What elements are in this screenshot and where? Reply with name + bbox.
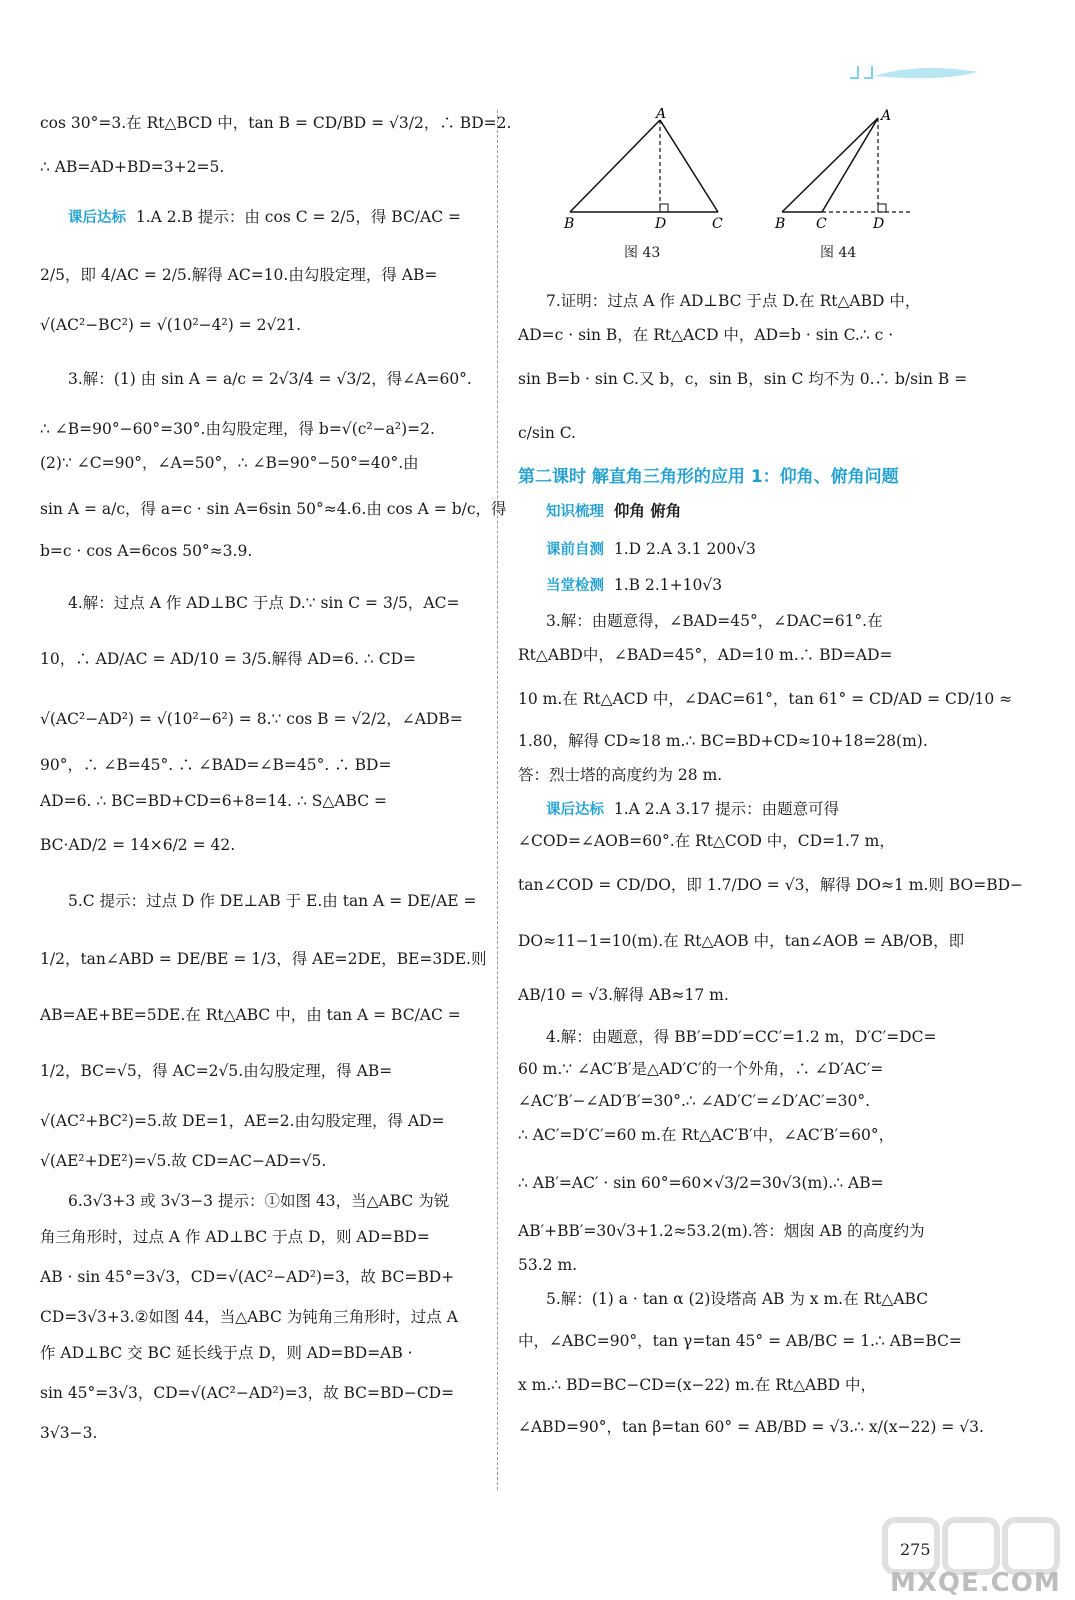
point-label-c: C — [712, 216, 723, 232]
text-line: √(AC²−AD²) = √(10²−6²) = 8.∵ cos B = √2/2，∠ADB= — [40, 710, 463, 728]
figure-44-caption: 图 44 — [820, 245, 857, 261]
text-line: BC·AD/2 = 14×6/2 = 42. — [40, 836, 236, 854]
text-line: 6.3√3+3 或 3√3−3 提示：①如图 43，当△ABC 为锐 — [68, 1192, 450, 1210]
figure-43 — [560, 108, 730, 233]
text-line: ∠AC′B′−∠AD′B′=30°.∴ ∠AD′C′=∠D′AC′=30°. — [518, 1092, 871, 1110]
point-label-b: B — [775, 216, 786, 232]
text-line: 作 AD⊥BC 交 BC 延长线于点 D，则 AD=BD=AB · — [40, 1344, 413, 1362]
text-line: 90°，∴ ∠B=45°. ∴ ∠BAD=∠B=45°. ∴ BD= — [40, 756, 392, 774]
text-line: ∠COD=∠AOB=60°.在 Rt△COD 中，CD=1.7 m， — [518, 832, 895, 850]
section-label-kehou: 课后达标 — [68, 210, 126, 226]
text-line: √(AC²+BC²)=5.故 DE=1，AE=2.由勾股定理，得 AD= — [40, 1112, 445, 1130]
text-line: sin B=b · sin C.又 b，c，sin B，sin C 均不为 0.∴ b/sin B = — [518, 370, 968, 388]
section-label-zhishi: 知识梳理 — [546, 504, 604, 520]
text-line: b=c · cos A=6cos 50°≈3.9. — [40, 542, 253, 560]
text-line: cos 30°=3.在 Rt△BCD 中，tan B = CD/BD = √3/2，∴ BD=2. — [40, 114, 512, 132]
point-label-b: B — [564, 216, 575, 232]
page-number: 275 — [900, 1540, 931, 1559]
text-line: Rt△ABD中，∠BAD=45°，AD=10 m.∴ BD=AD= — [518, 646, 893, 664]
text-line: 5.C 提示：过点 D 作 DE⊥AB 于 E.由 tan A = DE/AE = — [68, 892, 477, 910]
section-label-dangtang: 当堂检测 — [546, 578, 604, 594]
text-line: √(AE²+DE²)=√5.故 CD=AC−AD=√5. — [40, 1152, 327, 1170]
text-line: c/sin C. — [518, 424, 576, 442]
header-decoration — [850, 58, 980, 84]
text-line: AD=c · sin B，在 Rt△ACD 中，AD=b · sin C.∴ c · — [518, 326, 894, 344]
section-label-keqian: 课前自测 — [546, 542, 604, 558]
text-line: ∴ ∠B=90°−60°=30°.由勾股定理，得 b=√(c²−a²)=2. — [40, 420, 435, 438]
text-line: sin 45°=3√3，CD=√(AC²−AD²)=3，故 BC=BD−CD= — [40, 1384, 455, 1402]
text-line: 知识梳理 仰角 俯角 — [546, 501, 682, 520]
text-line: 5.解：(1) a · tan α (2)设塔高 AB 为 x m.在 Rt△ABC — [546, 1290, 929, 1308]
text-line: AB=AE+BE=5DE.在 Rt△ABC 中，由 tan A = BC/AC = — [40, 1006, 461, 1024]
text-line: 1/2，tan∠ABD = DE/BE = 1/3，得 AE=2DE，BE=3DE.则 — [40, 950, 487, 968]
section-label-kehou: 课后达标 — [546, 802, 604, 818]
text-line: 53.2 m. — [518, 1256, 578, 1274]
column-divider — [497, 110, 498, 1490]
text-line: x m.∴ BD=BC−CD=(x−22) m.在 Rt△ABD 中， — [518, 1376, 876, 1394]
point-label-a: A — [881, 108, 892, 124]
text-line: 7.证明：过点 A 作 AD⊥BC 于点 D.在 Rt△ABD 中， — [546, 292, 921, 310]
point-label-c: C — [816, 216, 827, 232]
text-line: tan∠COD = CD/DO，即 1.7/DO = √3，解得 DO≈1 m.则 BO=BD− — [518, 876, 1023, 894]
text-line: 3√3−3. — [40, 1424, 98, 1442]
text-line: CD=3√3+3.②如图 44，当△ABC 为钝角三角形时，过点 A — [40, 1308, 458, 1326]
text-line: 4.解：由题意，得 BB′=DD′=CC′=1.2 m，D′C′=DC= — [546, 1028, 937, 1046]
point-label-d: D — [873, 216, 885, 232]
text-line: sin A = a/c，得 a=c · sin A=6sin 50°≈4.6.由 cos A = b/c，得 — [40, 500, 507, 518]
text-line: 10 m.在 Rt△ACD 中，∠DAC=61°，tan 61° = CD/AD = CD/10 ≈ — [518, 690, 1013, 708]
text-line: DO≈11−1=10(m).在 Rt△AOB 中，tan∠AOB = AB/OB，即 — [518, 932, 965, 950]
text-line: √(AC²−BC²) = √(10²−4²) = 2√21. — [40, 316, 302, 334]
watermark-text: MXQE.COM — [890, 1568, 1061, 1598]
text-line: (2)∵ ∠C=90°，∠A=50°，∴ ∠B=90°−50°=40°.由 — [40, 454, 419, 472]
figure-43-caption: 图 43 — [624, 245, 661, 261]
text-line: 当堂检测 1.B 2.1+10√3 — [546, 576, 723, 594]
text-line: 角三角形时，过点 A 作 AD⊥BC 于点 D，则 AD=BD= — [40, 1228, 430, 1246]
text-line: 3.解：(1) 由 sin A = a/c = 2√3/4 = √3/2，得∠A=60°. — [68, 370, 472, 388]
text-line: 1.80，解得 CD≈18 m.∴ BC=BD+CD≈10+18=28(m). — [518, 732, 928, 750]
text-line: ∠ABD=90°，tan β=tan 60° = AB/BD = √3.∴ x/(x−22) = √3. — [518, 1418, 984, 1436]
section-heading: 第二课时 解直角三角形的应用 1：仰角、俯角问题 — [518, 467, 899, 487]
text-line: 课后达标 1.A 2.B 提示：由 cos C = 2/5，得 BC/AC = — [68, 208, 461, 226]
text-line: 10，∴ AD/AC = AD/10 = 3/5.解得 AD=6. ∴ CD= — [40, 650, 416, 668]
text-line: ∴ AB=AD+BD=3+2=5. — [40, 158, 225, 176]
point-label-d: D — [655, 216, 667, 232]
text-line: 课后达标 1.A 2.A 3.17 提示：由题意可得 — [546, 800, 840, 818]
text-line: AB′+BB′=30√3+1.2≈53.2(m).答：烟囱 AB 的高度约为 — [518, 1222, 925, 1240]
text-line: AB/10 = √3.解得 AB≈17 m. — [518, 986, 729, 1004]
point-label-a: A — [656, 108, 667, 122]
text-line: ∴ AB′=AC′ · sin 60°=60×√3/2=30√3(m).∴ AB= — [518, 1174, 884, 1192]
text-line: 课前自测 1.D 2.A 3.1 200√3 — [546, 540, 756, 558]
text-line: ∴ AC′=D′C′=60 m.在 Rt△AC′B′中，∠AC′B′=60°， — [518, 1126, 895, 1144]
text-line: 60 m.∵ ∠AC′B′是△AD′C′的一个外角，∴ ∠D′AC′= — [518, 1060, 884, 1078]
text-line: 1/2，BC=√5，得 AC=2√5.由勾股定理，得 AB= — [40, 1062, 393, 1080]
text-line: AD=6. ∴ BC=BD+CD=6+8=14. ∴ S△ABC = — [40, 792, 387, 810]
text-line: 4.解：过点 A 作 AD⊥BC 于点 D.∵ sin C = 3/5，AC= — [68, 594, 460, 612]
text-line: 3.解：由题意得，∠BAD=45°，∠DAC=61°.在 — [546, 612, 883, 630]
figure-44 — [770, 108, 920, 233]
text-line: 2/5，即 4/AC = 2/5.解得 AC=10.由勾股定理，得 AB= — [40, 266, 438, 284]
text-line: 答：烈士塔的高度约为 28 m. — [518, 766, 723, 784]
text-line: AB · sin 45°=3√3，CD=√(AC²−AD²)=3，故 BC=BD+ — [40, 1268, 455, 1286]
text-line: 中，∠ABC=90°，tan γ=tan 45° = AB/BC = 1.∴ AB=BC= — [518, 1332, 962, 1350]
